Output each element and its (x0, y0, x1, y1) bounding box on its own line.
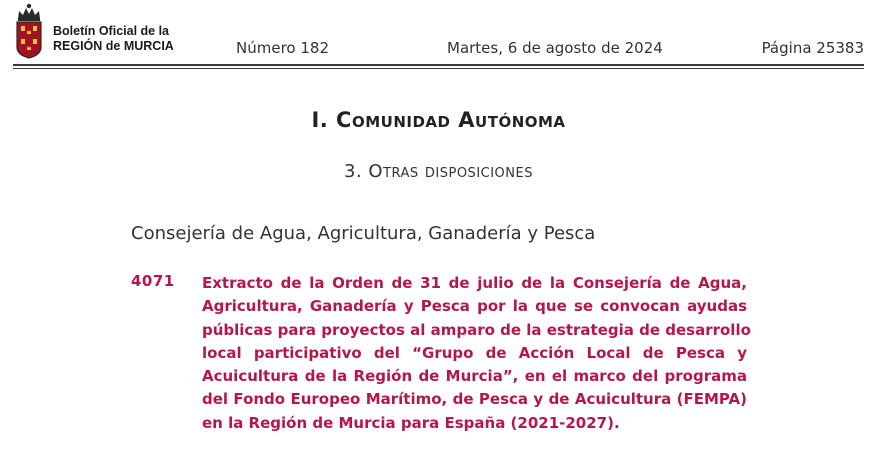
section-title: I. Comunidad Autónoma (311, 108, 566, 132)
entry-title (202, 272, 751, 435)
entry-title-line: Acuicultura de la Región de Murcia”, en el marco del programa (202, 367, 747, 386)
header-rule-thick (13, 64, 864, 66)
department-name: Consejería de Agua, Agricultura, Ganadería y Pesca (131, 223, 596, 244)
entry-title-line: Agricultura, Ganadería y Pesca por la que se convocan ayudas (202, 297, 747, 316)
page-number: Página 25383 (761, 39, 864, 57)
document-header (0, 0, 883, 70)
entry-title-line: del Fondo Europeo Marítimo, de Pesca y de Acuicultura (FEMPA) (202, 390, 747, 409)
entry-title-line: en la Región de Murcia para España (2021-2027). (202, 413, 620, 432)
entry-title-line: local participativo del “Grupo de Acción Local de Pesca y (202, 343, 747, 362)
header-rule-thin (13, 68, 864, 69)
region-de-murcia-coat-of-arms-icon (13, 3, 45, 59)
issue-number: Número 182 (236, 39, 329, 57)
publication-date: Martes, 6 de agosto de 2024 (447, 39, 663, 57)
entry-title-line: Extracto de la Orden de 31 de julio de la Consejería de Agua, (202, 274, 747, 292)
publication-name (53, 24, 174, 54)
publication-name-line1: Boletín Oficial de la (53, 24, 169, 38)
entry-title-line: públicas para proyectos al amparo de la estrategia de desarrollo (202, 320, 751, 339)
publication-name-line2: REGIÓN de MURCIA (53, 39, 174, 53)
entry-number: 4071 (131, 272, 175, 290)
subsection-title: 3. Otras disposiciones (344, 161, 533, 182)
